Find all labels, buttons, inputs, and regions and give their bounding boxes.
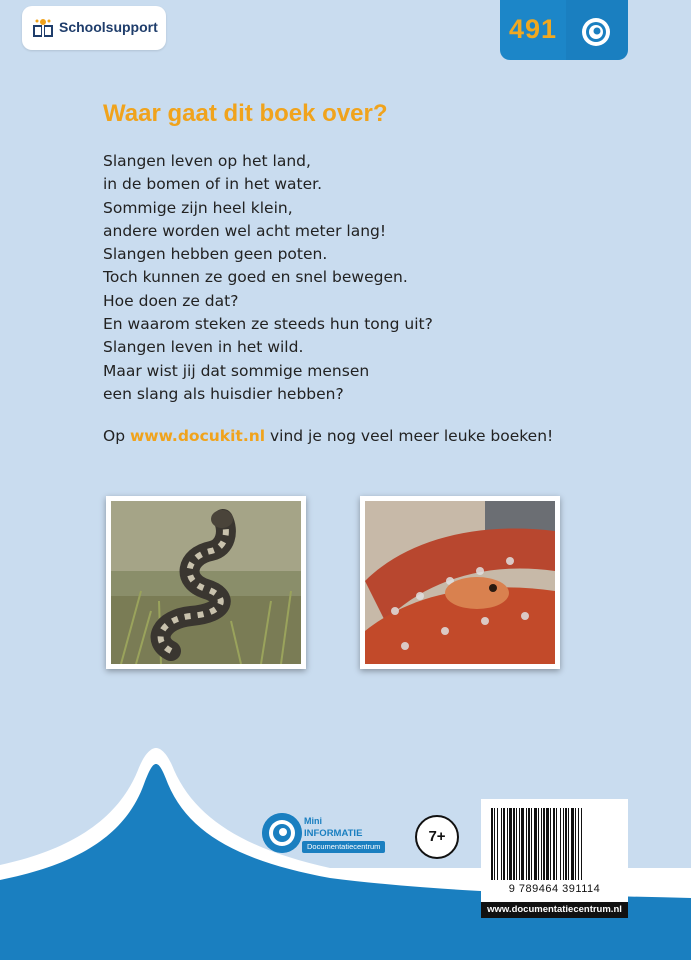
text-line: Slangen hebben geen poten. — [103, 245, 328, 264]
spiral-logo-icon — [262, 813, 302, 853]
adder-snake-image — [111, 501, 301, 664]
text-line: Slangen leven op het land, — [103, 152, 311, 170]
logo-line-mini: Mini — [304, 816, 322, 826]
book-person-logo-icon — [32, 17, 54, 39]
text-line: Toch kunnen ze goed en snel bewegen. — [103, 268, 408, 287]
spiral-logo-icon — [580, 16, 612, 48]
photo-adder — [106, 496, 306, 669]
text-line: andere worden wel acht meter lang! — [103, 221, 387, 240]
text-line: En waarom steken ze steeds hun tong uit? — [103, 315, 433, 334]
promo-text — [103, 425, 553, 448]
photo-corn-snake — [360, 496, 560, 669]
text-line: een slang als huisdier hebben? — [103, 384, 344, 403]
text-line: Hoe doen ze dat? — [103, 291, 239, 310]
logo-line-documentatiecentrum: Documentatiecentrum — [302, 841, 385, 853]
promo-prefix: Op — [103, 427, 130, 445]
docukit-link[interactable]: www.docukit.nl — [129, 427, 266, 445]
description-text — [103, 150, 433, 406]
logo-line-informatie: INFORMATIE — [304, 828, 363, 839]
text-line: Sommige zijn heel klein, — [103, 198, 293, 217]
age-rating-badge: 7+ — [415, 815, 459, 859]
page-title: Waar gaat dit boek over? — [103, 100, 388, 127]
mini-informatie-logo — [262, 813, 390, 857]
text-line: in de bomen of in het water. — [103, 175, 323, 194]
corn-snake-image — [365, 501, 555, 664]
promo-suffix: vind je nog veel meer leuke boeken! — [265, 427, 554, 445]
publisher-name: Schoolsupport — [59, 19, 158, 35]
isbn-number: 9 789464 391114 — [508, 883, 601, 895]
series-number: 491 — [508, 14, 558, 44]
barcode — [481, 799, 628, 903]
series-number-tab — [500, 0, 628, 60]
website-url[interactable]: www.documentatiecentrum.nl — [481, 902, 628, 918]
text-line: Slangen leven in het wild. — [103, 338, 304, 357]
publisher-badge — [22, 6, 166, 50]
text-line: Maar wist jij dat sommige mensen — [103, 361, 370, 380]
barcode-icon — [491, 808, 618, 880]
